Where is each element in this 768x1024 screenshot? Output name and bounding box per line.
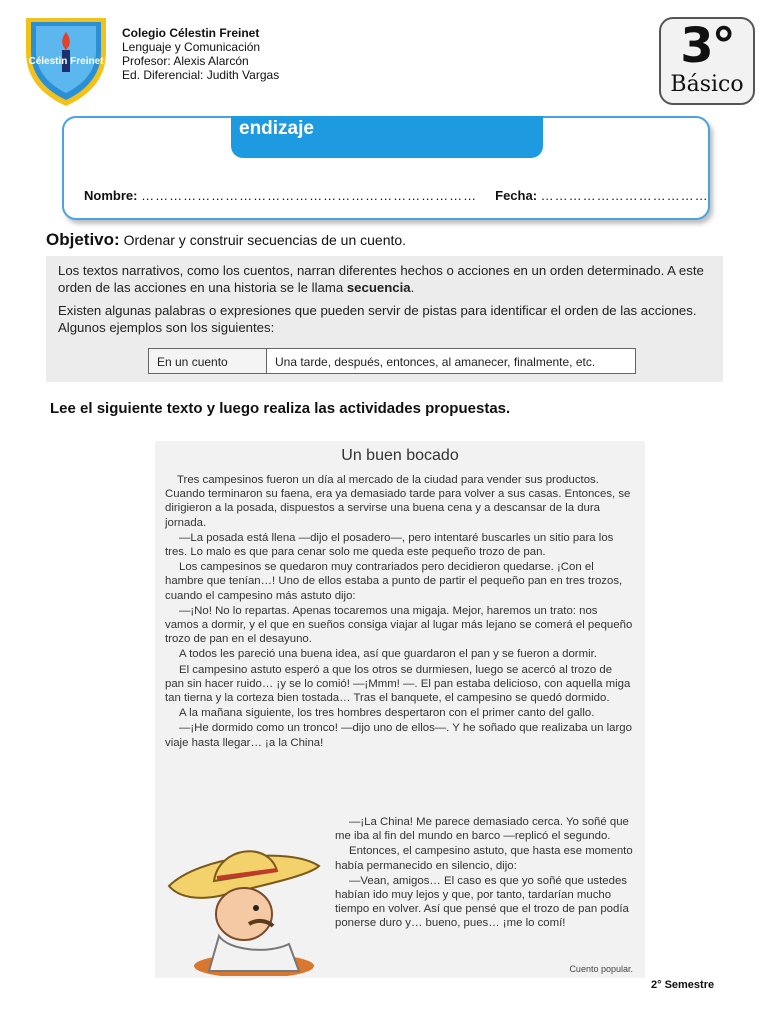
name-field[interactable]: ………………………………………………………………: [141, 188, 478, 203]
objective-text: Ordenar y construir secuencias de un cuento.: [123, 232, 407, 248]
school-logo: [18, 12, 114, 108]
story-paragraph: —¡No! No lo repartas. Apenas tocaremos una migaja. Mejor, haremos un trato: nos vamos a dormir, y el que en sueños consiga viajar al lugar más lejano se comerá el pequeño trozo de pan en el desayuno.: [165, 604, 633, 646]
info-panel: [46, 256, 723, 382]
guide-header-box: [62, 116, 710, 220]
school-info: [122, 26, 279, 82]
farmer-illustration: [159, 826, 329, 976]
story-paragraph: Entonces, el campesino astuto, que hasta ese momento había permanecido en silencio, dijo:: [335, 845, 633, 872]
story-title: Un buen bocado: [341, 447, 459, 464]
grade-badge: [659, 17, 755, 105]
story-body: [165, 473, 633, 751]
date-field[interactable]: ………………………………: [540, 188, 709, 203]
guide-title-tab: [231, 116, 543, 158]
semester-label: 2° Semestre: [651, 979, 715, 991]
info-keyword: secuencia: [346, 280, 411, 295]
story-paragraph: —¡He dormido como un tronco! —dijo uno de ellos—. Y he soñado que realizaba un largo viaje hasta llegar… ¡a la China!: [165, 722, 632, 749]
teacher: Profesor: Alexis Alarcón: [122, 54, 249, 68]
info-paragraph-1-end: .: [410, 280, 415, 295]
story-source: Cuento popular.: [569, 964, 633, 974]
connectors-table: [148, 348, 636, 374]
info-paragraph-1-text: Los textos narrativos, como los cuentos, narran diferentes hechos o acciones en un orden determinado. A este orden de las acciones en una historia se le llama: [58, 263, 704, 295]
date-label: Fecha:: [495, 188, 538, 203]
story-paragraph: Tres campesinos fueron un día al mercado de la ciudad para vender sus productos. Cuando terminaron su faena, era ya demasiado tarde para volver a sus casas. Entonces, se dirigieron a la posada, dispuestos a servirse una buena cena y a descansar de la dura jornada.: [165, 474, 631, 529]
logo-text: Célestin Freinet: [28, 56, 104, 67]
info-paragraph-2: Existen algunas palabras o expresiones que pueden servir de pistas para identificar el orden de las acciones. Algunos ejemplos son los siguientes:: [58, 303, 697, 335]
story-paragraph: A la mañana siguiente, los tres hombres despertaron con el primer canto del gallo.: [179, 707, 595, 720]
objective: [46, 230, 406, 250]
story-paragraph: Los campesinos se quedaron muy contrariados pero decidieron quedarse. ¡Con el hambre que tenían…! Uno de ellos estaba a punto de partir el pequeño pan en tres trozos, cuando el campesino más astuto dijo:: [165, 561, 623, 602]
story-paragraph: —Vean, amigos… El caso es que yo soñé que ustedes habían ido muy lejos y que, por tanto, tardarían mucho tiempo en volver. Así que pensé que el trozo de pan podía ponerse duro y… bueno, pues… ¡me lo comí!: [335, 874, 629, 930]
school-name: Colegio Célestin Freinet: [122, 26, 260, 40]
subject: Lenguaje y Comunicación: [122, 40, 261, 54]
story-paragraph: —¡La China! Me parece demasiado cerca. Yo soñé que me iba al fin del mundo en barco —replicó el segundo.: [335, 816, 629, 843]
objective-label: Objetivo:: [46, 230, 120, 249]
name-date-row: [84, 188, 709, 203]
connectors-table-label: En un cuento: [149, 349, 267, 373]
connectors-table-value: Una tarde, después, entonces, al amanecer, finalmente, etc.: [275, 355, 596, 369]
story-paragraph: —La posada está llena —dijo el posadero—, pero intentaré buscarles un sitio para los tres. Lo malo es que para cenar solo me queda este pequeño trozo de pan.: [165, 531, 614, 559]
story-body-right: [335, 815, 635, 932]
info-paragraph-1: [46, 262, 730, 296]
story-panel: [155, 441, 645, 978]
guide-title: endizaje: [239, 118, 314, 139]
story-paragraph: El campesino astuto esperó a que los otros se durmiesen, luego se acercó al trozo de pan sin hacer ruido… ¡y se lo comió! —¡Mmm! —. El pan estaba delicioso, con aquella miga tan tierna y la corteza bien tostada… Tras el banquete, el campesino se quedó dormido.: [165, 663, 631, 705]
grade-level: Básico: [670, 72, 744, 97]
grade-number: 3°: [680, 18, 734, 74]
activity-instruction: Lee el siguiente texto y luego realiza las actividades propuestas.: [50, 400, 511, 417]
special-ed-teacher: Ed. Diferencial: Judith Vargas: [122, 68, 280, 82]
name-label: Nombre:: [84, 188, 138, 203]
story-paragraph: A todos les pareció una buena idea, así que guardaron el pan y se fueron a dormir.: [179, 648, 597, 661]
